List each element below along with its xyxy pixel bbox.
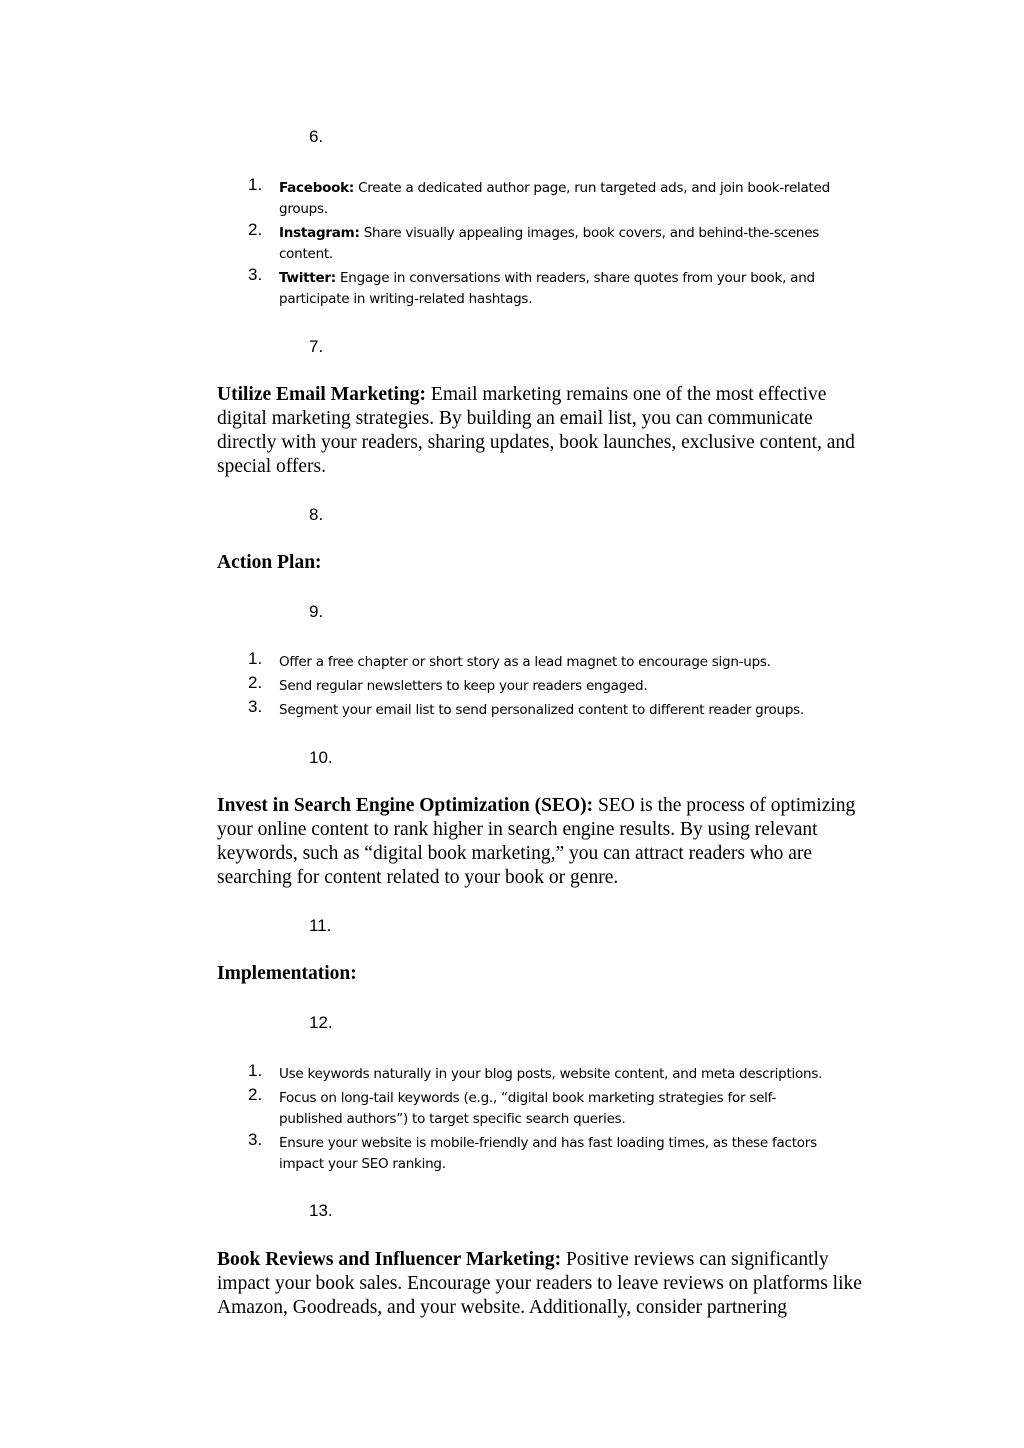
reviews-paragraph	[217, 1248, 877, 1320]
section-marker-12: 12.	[309, 1013, 333, 1032]
section-marker-6: 6.	[309, 127, 324, 146]
list-number: 2.	[248, 220, 263, 239]
list-number: 3.	[248, 1130, 263, 1149]
list-number: 2.	[248, 673, 263, 692]
list-number: 1.	[248, 175, 263, 194]
list-item	[248, 649, 868, 673]
list-number: 3.	[248, 697, 263, 716]
list-item	[248, 673, 868, 697]
facebook-label: Facebook:	[279, 180, 355, 196]
instagram-label: Instagram:	[279, 225, 360, 241]
list-item	[248, 697, 868, 721]
list-item	[248, 1061, 868, 1085]
list-item-text: Offer a free chapter or short story as a lead magnet to encourage sign-ups.	[279, 654, 771, 670]
seo-paragraph	[217, 794, 877, 890]
list-item-text: Send regular newsletters to keep your readers engaged.	[279, 678, 648, 694]
section-marker-7: 7.	[309, 337, 324, 356]
twitter-text: Engage in conversations with readers, share quotes from your book, and participate in writing-related hashtags.	[279, 270, 815, 307]
seo-text: SEO is the process of optimizing your online content to rank higher in search engine results. By using relevant keywords, such as “digital book marketing,” you can attract readers who are searching for content related to your book or genre.	[217, 795, 856, 888]
list-item	[248, 220, 868, 265]
seo-label: Invest in Search Engine Optimization (SEO):	[217, 795, 594, 816]
twitter-label: Twitter:	[279, 270, 336, 286]
action-plan-heading: Action Plan:	[217, 552, 322, 573]
list-item	[248, 1130, 868, 1175]
section-marker-10: 10.	[309, 748, 333, 767]
reviews-text: Positive reviews can significantly impact your book sales. Encourage your readers to leave reviews on platforms like Amazon, Goodreads, and your website. Additionally, consider partnering	[217, 1249, 862, 1318]
section-marker-13: 13.	[309, 1201, 333, 1220]
email-marketing-label: Utilize Email Marketing:	[217, 384, 427, 405]
list-number: 1.	[248, 649, 263, 668]
list-item-text: Use keywords naturally in your blog posts, website content, and meta descriptions.	[279, 1066, 823, 1082]
implementation-list	[248, 1061, 868, 1178]
social-platform-list	[248, 175, 868, 313]
list-item	[248, 175, 868, 220]
list-item-text: Focus on long-tail keywords (e.g., “digital book marketing strategies for self-published authors”) to target specific search queries.	[279, 1090, 777, 1127]
email-marketing-paragraph	[217, 383, 877, 479]
instagram-text: Share visually appealing images, book covers, and behind-the-scenes content.	[279, 225, 820, 262]
section-marker-8: 8.	[309, 505, 324, 524]
list-number: 2.	[248, 1085, 263, 1104]
list-item-text: Ensure your website is mobile-friendly and has fast loading times, as these factors impact your SEO ranking.	[279, 1135, 817, 1172]
action-plan-list	[248, 649, 868, 724]
list-number: 3.	[248, 265, 263, 284]
list-item-text: Segment your email list to send personalized content to different reader groups.	[279, 702, 804, 718]
reviews-label: Book Reviews and Influencer Marketing:	[217, 1249, 562, 1270]
section-marker-11: 11.	[309, 916, 332, 935]
email-marketing-text: Email marketing remains one of the most effective digital marketing strategies. By building an email list, you can communicate directly with your readers, sharing updates, book launches, exclusive content, and special offers.	[217, 384, 855, 477]
facebook-text: Create a dedicated author page, run targeted ads, and join book-related groups.	[279, 180, 830, 217]
list-item	[248, 265, 868, 310]
list-number: 1.	[248, 1061, 263, 1080]
list-item	[248, 1085, 868, 1130]
section-marker-9: 9.	[309, 602, 324, 621]
implementation-heading: Implementation:	[217, 963, 357, 984]
